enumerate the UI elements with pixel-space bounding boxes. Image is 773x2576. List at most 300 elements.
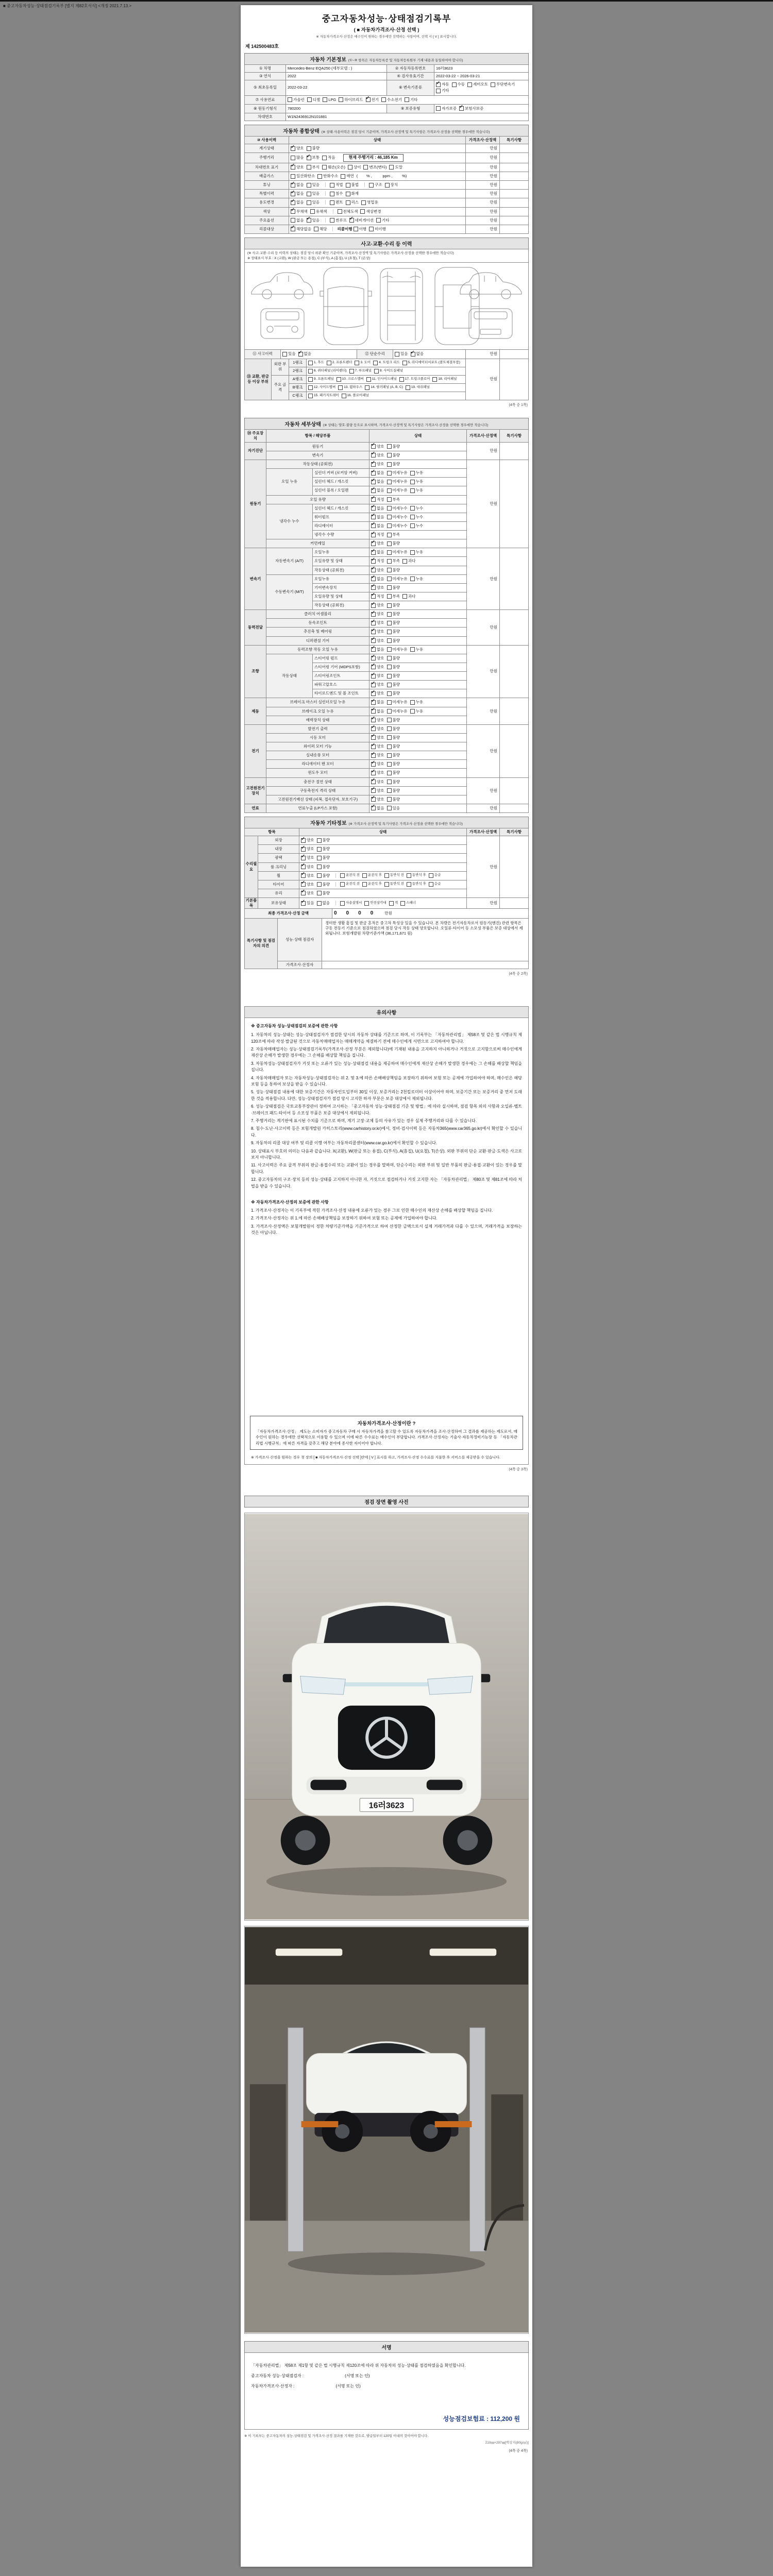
checkbox-icon (327, 361, 331, 365)
checkbox-label: 불량 (392, 788, 400, 793)
checkbox-label: 운전석 전 (346, 873, 360, 877)
td-element (369, 724, 467, 733)
checkbox-label: 없음 (377, 523, 384, 528)
checkbox-unchecked (317, 865, 330, 870)
checkbox-icon (314, 227, 318, 231)
notice-sub-title: ※ 자동차가격조사·산정의 보증에 관한 사항 (251, 1199, 329, 1205)
checkbox-unchecked (436, 88, 449, 93)
td-element (369, 672, 467, 681)
td-element: 실린더 헤드 / 개스킷 (313, 504, 369, 513)
checkbox-label: 변조(변타) (369, 164, 387, 170)
checkbox-icon (371, 488, 376, 493)
checkbox-checked (298, 351, 312, 357)
td-element: 기본품목 (245, 898, 258, 909)
page-mark-3: (4쪽 중 3쪽) (509, 1467, 528, 1471)
tr-element (245, 113, 529, 121)
checkbox-unchecked (387, 806, 400, 811)
checkbox-label: 불량 (392, 682, 400, 687)
checkbox-icon (387, 577, 392, 581)
checkbox-unchecked (330, 218, 347, 223)
checkbox-label: 10. 크로스멤버 (342, 377, 364, 381)
checkbox-label: 부족 (392, 558, 400, 564)
checkbox-label: 양호 (377, 691, 384, 696)
td-element: 브레이크 오일 누유 (266, 707, 369, 716)
checkbox-icon (467, 82, 472, 87)
checkbox-icon (371, 480, 376, 484)
checkbox-icon (317, 901, 322, 906)
checkbox-icon (301, 901, 306, 906)
checkbox-label: 불량 (392, 735, 400, 740)
rect-element (469, 309, 512, 338)
td-element (289, 153, 466, 163)
checkbox-icon (400, 901, 405, 906)
checkbox-unchecked (405, 97, 418, 103)
checkbox-icon (432, 377, 437, 382)
td-element (369, 442, 467, 451)
td-element: ④ 검사유효기간 (387, 73, 434, 80)
checkbox-icon (288, 97, 292, 102)
checkbox-label: 양호 (377, 629, 384, 634)
checkbox-checked (371, 470, 384, 476)
td-element (500, 804, 529, 812)
td-element: 동력전달 (245, 610, 266, 646)
rect-element (443, 285, 471, 328)
td-element: 차대번호 표기 (245, 163, 289, 172)
tbody-element (245, 909, 529, 919)
checkbox-label: 양호 (377, 638, 384, 643)
checkbox-checked (371, 770, 384, 775)
checkbox-unchecked (341, 174, 354, 179)
checkbox-unchecked (317, 838, 330, 843)
checkbox-label: 미세누유 (392, 488, 408, 493)
div-element (245, 1018, 528, 1194)
field-model-year: 2022 (286, 73, 387, 80)
td-element (369, 486, 467, 495)
checkbox-unchecked (387, 735, 400, 740)
section-etc-info (244, 817, 529, 976)
checkbox-label: 적정 (377, 558, 384, 564)
checkbox-unchecked (387, 479, 408, 484)
div-element: (※ 사고·교환·수리 등 이력의 상태는 점검 당시 외관 확인 기준이며, 가격조사·산정액 및 특기사항은 가격조사·산정을 선택한 경우에만 적습니다) (247, 251, 454, 255)
td-element (299, 862, 467, 871)
checkbox-icon (363, 165, 368, 170)
checkbox-icon (387, 771, 392, 775)
field-motor-type: 780200 (286, 104, 387, 113)
checkbox-checked (371, 444, 384, 449)
checkbox-checked (371, 585, 384, 590)
checkbox-icon (387, 462, 392, 467)
span-element (301, 882, 332, 887)
td-element: 발전기 출력 (266, 724, 369, 733)
checkbox-icon (301, 873, 306, 878)
checkbox-checked (371, 497, 384, 502)
checkbox-label: 불량 (392, 452, 400, 457)
checkbox-label: 미세누유 (392, 647, 408, 652)
checkbox-icon (307, 192, 311, 196)
checkbox-unchecked (346, 191, 359, 196)
checkbox-icon (410, 577, 415, 581)
rect-element (266, 312, 299, 320)
checkbox-label: 양호 (377, 761, 384, 767)
td-element (369, 539, 467, 548)
checkbox-icon (307, 146, 311, 151)
checkbox-label: 불량 (392, 567, 400, 572)
tr-element (245, 172, 529, 181)
checkbox-label: 미세누유 (392, 479, 408, 484)
checkbox-label: 부족 (392, 532, 400, 537)
td-element (500, 216, 529, 225)
td-element: 실린더 커버 (로커암 커버) (313, 469, 369, 478)
td-element (369, 795, 467, 804)
td-element: 수리필요 (245, 836, 258, 898)
span-element: (※ 상태는 양호·불량 등으로 표시하며, 가격조사·산정액 및 특기사항은 가격조사·산정을 선택한 경우에만 적습니다) (323, 423, 489, 427)
etc-info-table (244, 828, 529, 909)
section-detail-condition (244, 418, 529, 814)
checkbox-label: 5. 라디에이터서포트 (볼트체결부품) (408, 360, 460, 364)
checkbox-icon (436, 89, 441, 93)
checkbox-checked (291, 227, 311, 232)
span-element (291, 155, 338, 160)
checkbox-label: 양호 (307, 838, 314, 843)
checkbox-icon (330, 183, 334, 188)
checkbox-label: 잭 (394, 901, 398, 905)
checkbox-icon (371, 550, 376, 555)
checkbox-unchecked (342, 394, 369, 398)
checkbox-icon (402, 559, 407, 564)
checkbox-checked (371, 806, 384, 811)
checkbox-label: 있음 (392, 805, 400, 810)
span-element (291, 200, 322, 205)
checkbox-icon (410, 488, 415, 493)
checkbox-checked (371, 558, 384, 564)
checkbox-label: 양호 (377, 452, 384, 457)
checkbox-checked (291, 209, 308, 214)
section-title-detail (244, 418, 529, 430)
checkbox-icon (308, 361, 313, 365)
checkbox-label: 탄화수소 (323, 174, 339, 179)
checkbox-label: 도말 (395, 164, 402, 170)
checkbox-unchecked (362, 882, 382, 887)
checkbox-checked (371, 523, 384, 529)
td-element (369, 531, 467, 539)
tr-element (245, 207, 529, 216)
checkbox-unchecked (317, 891, 330, 896)
span-element: 사고·교환·수리 등 이력 (361, 241, 412, 247)
checkbox-checked (371, 568, 384, 573)
th-element: 상태 (289, 136, 466, 144)
checkbox-icon (371, 700, 376, 705)
td-element: 동력조향 작동 오일 누유 (266, 645, 369, 654)
checkbox-label: 있음 (312, 200, 320, 205)
checkbox-unchecked (364, 901, 386, 906)
td-element (289, 181, 466, 190)
rect-element (245, 1927, 528, 1985)
td-element: 특별이력 (245, 190, 289, 198)
rect-element (301, 2121, 339, 2127)
notice-item: 3. 자동차성능·상태점검자가 거짓 또는 오류가 있는 성능·상태점검 내용을 제공하여 매수인에게 재산상 손해가 발생한 경우에는 그 손해를 배상할 책임을 집니다. (251, 1061, 522, 1073)
checkbox-icon (385, 183, 390, 188)
checkbox-icon (371, 515, 376, 519)
section-sign (244, 2341, 529, 2430)
page-mark-1: (4쪽 중 1쪽) (509, 403, 528, 407)
checkbox-icon (387, 744, 392, 749)
checkbox-checked (371, 532, 384, 537)
checkbox-label: 있음 (288, 351, 296, 357)
checkbox-label: 매연 (346, 174, 354, 179)
checkbox-icon (387, 453, 392, 457)
checkbox-checked (371, 603, 384, 608)
tr-element (245, 836, 529, 845)
td-element: 만원 (467, 645, 500, 698)
checkbox-unchecked (317, 855, 330, 860)
checkbox-icon (365, 385, 369, 390)
rect-element (469, 2028, 485, 2251)
checkbox-unchecked (291, 174, 315, 179)
checkbox-label: 양호 (307, 855, 314, 860)
checkbox-checked (371, 620, 384, 625)
checkbox-label: 양호 (377, 567, 384, 572)
checkbox-label: 영업용 (367, 200, 378, 205)
checkbox-unchecked (387, 585, 400, 590)
td-element: 조향 (245, 645, 266, 698)
span-element: (※ 가격조사·산정액 및 특기사항은 가격조사·산정을 선택한 경우에만 적습니다) (348, 822, 463, 826)
inspection-photo-front (244, 1513, 529, 1921)
checkbox-icon (346, 200, 350, 205)
checkbox-label: 동반석 전 (390, 873, 404, 877)
tr-element (245, 442, 529, 451)
notice-item: 12. 중고자동차의 구조·장치 등의 성능·상태를 고지하지 아니한 자, 거짓으로 점검하거나 거짓 고지한 자는 「자동차관리법」 제80조 및 제81조에 따라 처벌을 받을 수 있습니다. (251, 1177, 522, 1189)
checkbox-checked (371, 682, 384, 687)
checkbox-label: 없음 (377, 550, 384, 555)
checkbox-label: 불량 (392, 655, 400, 660)
field-transmission (434, 80, 529, 95)
td-element: 스티어링 펌프 (313, 654, 369, 663)
td-element: 실내송풍 모터 (266, 751, 369, 760)
checkbox-icon (399, 377, 404, 382)
checkbox-label: 색상변경 (366, 209, 381, 214)
td-element: 차대번호 (245, 113, 286, 121)
checkbox-icon (429, 882, 433, 887)
checkbox-label: 8. 사이드실패널 (379, 368, 403, 372)
td-element: 작동상태 (266, 654, 313, 698)
th-element: 항목 / 해당부품 (266, 429, 369, 442)
checkbox-label: 기타 (410, 97, 418, 102)
checkbox-checked (366, 97, 379, 103)
checkbox-label: 과다 (408, 594, 416, 599)
checkbox-icon (410, 480, 415, 484)
td-element: 외장 (258, 836, 299, 845)
checkbox-icon (387, 735, 392, 740)
checkbox-icon (291, 218, 295, 223)
checkbox-checked (371, 779, 384, 785)
checkbox-label: 화재 (351, 191, 359, 196)
div-element (245, 1241, 528, 1411)
checkbox-label: 1. 후드 (314, 360, 324, 364)
checkbox-icon (387, 550, 392, 555)
span-element: 만원 (384, 911, 392, 916)
checkbox-checked (291, 165, 304, 170)
td-element: 만원 (467, 777, 500, 804)
form-reference-note: ■ 중고자동차성능·상태점검기록부 [별지 제82호서식] <개정 2021.7.13.> (3, 4, 132, 8)
checkbox-unchecked (330, 191, 343, 196)
td-element (369, 460, 467, 469)
checkbox-unchecked (410, 577, 424, 582)
td-element: 색상 (245, 207, 289, 216)
page-mark-2: (4쪽 중 2쪽) (509, 972, 528, 976)
checkbox-label: 양호 (377, 682, 384, 687)
checkbox-icon (387, 630, 392, 634)
td-element (369, 548, 467, 557)
td-element: 실린더 헤드 / 개스킷 (313, 478, 369, 486)
checkbox-unchecked (317, 846, 330, 852)
checkbox-unchecked (389, 901, 398, 906)
td-element (369, 495, 467, 504)
tr-element (245, 216, 529, 225)
td-element (500, 350, 529, 359)
checkbox-icon (371, 647, 376, 652)
section-accident-history (244, 238, 529, 408)
checkbox-checked (371, 761, 384, 767)
checkbox-label: 수동 (457, 82, 465, 87)
page-title: 중고자동차성능·상태점검기록부 (322, 14, 451, 24)
checkbox-unchecked (387, 558, 400, 564)
field-warranty-type (434, 104, 529, 113)
checkbox-label: 없음 (377, 576, 384, 581)
td-element: 실린더 블록 / 오일팬 (313, 486, 369, 495)
checkbox-icon (330, 218, 334, 223)
checkbox-checked (371, 541, 384, 546)
checkbox-label: 양호 (307, 882, 314, 887)
checkbox-unchecked (387, 656, 400, 661)
checkbox-unchecked (387, 453, 400, 458)
span-element (364, 182, 400, 187)
checkbox-icon (436, 82, 441, 87)
checkbox-icon (317, 174, 322, 179)
checkbox-icon (371, 665, 376, 669)
td-element: 만원 (466, 190, 500, 198)
checkbox-checked (349, 218, 374, 223)
checkbox-label: 불량 (392, 717, 400, 722)
td-element (299, 880, 467, 889)
tr-element (245, 80, 529, 95)
svg-element (245, 1513, 528, 1920)
checkbox-icon (301, 847, 306, 852)
tr-element (245, 724, 529, 733)
checkbox-icon (395, 352, 399, 357)
checkbox-unchecked (376, 218, 390, 223)
checkbox-label: 불량 (392, 629, 400, 634)
checkbox-unchecked (373, 361, 399, 365)
td-element (369, 742, 467, 751)
checkbox-label: 기타 (381, 217, 390, 223)
checkbox-icon (307, 165, 311, 170)
field-reg-no: 16러3623 (434, 65, 529, 73)
checkbox-label: 양호 (296, 146, 304, 150)
notice-item: 2. 가격조사·산정자는 위 1.에 따른 손해배상책임을 보장하기 위하여 보험 또는 공제에 가입하여야 합니다. (251, 1216, 438, 1221)
ellipse-element (288, 2252, 485, 2275)
checkbox-unchecked (410, 647, 424, 652)
td-element (307, 383, 466, 392)
td-element: 광택 (258, 854, 299, 862)
span-element (291, 182, 322, 187)
checkbox-icon (291, 209, 295, 214)
checkbox-unchecked (363, 165, 386, 170)
price-survey-definition-box (250, 1416, 523, 1450)
checkbox-icon (366, 97, 371, 102)
checkbox-icon (301, 865, 306, 869)
td-element (500, 836, 529, 898)
checkbox-label: 불량 (392, 691, 400, 696)
notice-item: 11. 사고이력은 주요 골격 부위의 판금·용접수리 또는 교환이 있는 경우를 말하며, 단순수리는 외판 부위 및 일반 부품의 판금·용접·교환이 있는 경우를 말합니다. (251, 1163, 522, 1174)
appraiser-remark (322, 961, 529, 969)
checkbox-label: 일산화탄소 (296, 174, 315, 179)
checkbox-icon (387, 656, 392, 660)
tr-element (245, 359, 529, 367)
checkbox-label: 침수 (335, 191, 343, 196)
checkbox-unchecked (374, 369, 403, 374)
path-element (388, 282, 415, 325)
checkbox-icon (330, 192, 334, 196)
checkbox-checked (371, 735, 384, 740)
checkbox-icon (369, 227, 374, 231)
th-element: 상태 (299, 828, 467, 836)
checkbox-unchecked (338, 209, 358, 214)
checkbox-icon (371, 585, 376, 590)
checkbox-checked (371, 665, 384, 670)
checkbox-unchecked (385, 182, 398, 188)
field-car-name: Mercedes-Benz EQA250 (세부모델 : ) (286, 65, 387, 73)
checkbox-icon (362, 873, 367, 878)
checkbox-icon (307, 218, 311, 223)
window-top-edge (0, 0, 773, 2)
b-element: 리콜이행 (337, 226, 352, 231)
checkbox-label: 디젤 (312, 97, 321, 102)
checkbox-unchecked (330, 182, 343, 188)
checkbox-icon (340, 882, 345, 887)
notice-items (251, 1032, 522, 1190)
checkbox-icon (340, 901, 345, 906)
checkbox-checked (371, 638, 384, 643)
td-element (500, 207, 529, 216)
checkbox-unchecked (410, 523, 424, 529)
checkbox-icon (317, 891, 322, 895)
td-element (369, 513, 467, 521)
checkbox-unchecked (387, 709, 408, 714)
checkbox-checked (371, 744, 384, 749)
page-mark-4: (4쪽 중 4쪽) (509, 2449, 528, 2453)
path-element (277, 276, 289, 282)
td-element (500, 442, 529, 460)
td-element: 파워고압호스 (313, 681, 369, 689)
td-element: 주행거리 (245, 153, 289, 163)
checkbox-unchecked (387, 718, 400, 723)
td-element: ⑤ 최초등록일 (245, 80, 286, 95)
checkbox-label: 없음 (416, 351, 424, 357)
td-element: 오일누유 (313, 574, 369, 583)
checkbox-icon (429, 873, 433, 878)
subtitle-note: ※ 자동차가격조사·산정은 매수인이 원하는 경우에만 선택하는 사항이며, 선택 시 [ V ] 표시합니다. (316, 35, 457, 39)
th-element: 특기사항 (500, 429, 529, 442)
td-element (500, 359, 529, 400)
td-element: 워터펌프 (313, 513, 369, 521)
checkbox-icon (387, 726, 392, 731)
td-element (369, 451, 467, 460)
th-element: 가격조사·산정액 (466, 136, 500, 144)
checkbox-unchecked (387, 744, 400, 749)
checkbox-icon (341, 174, 345, 179)
checkbox-icon (308, 377, 313, 382)
checkbox-icon (291, 165, 295, 170)
